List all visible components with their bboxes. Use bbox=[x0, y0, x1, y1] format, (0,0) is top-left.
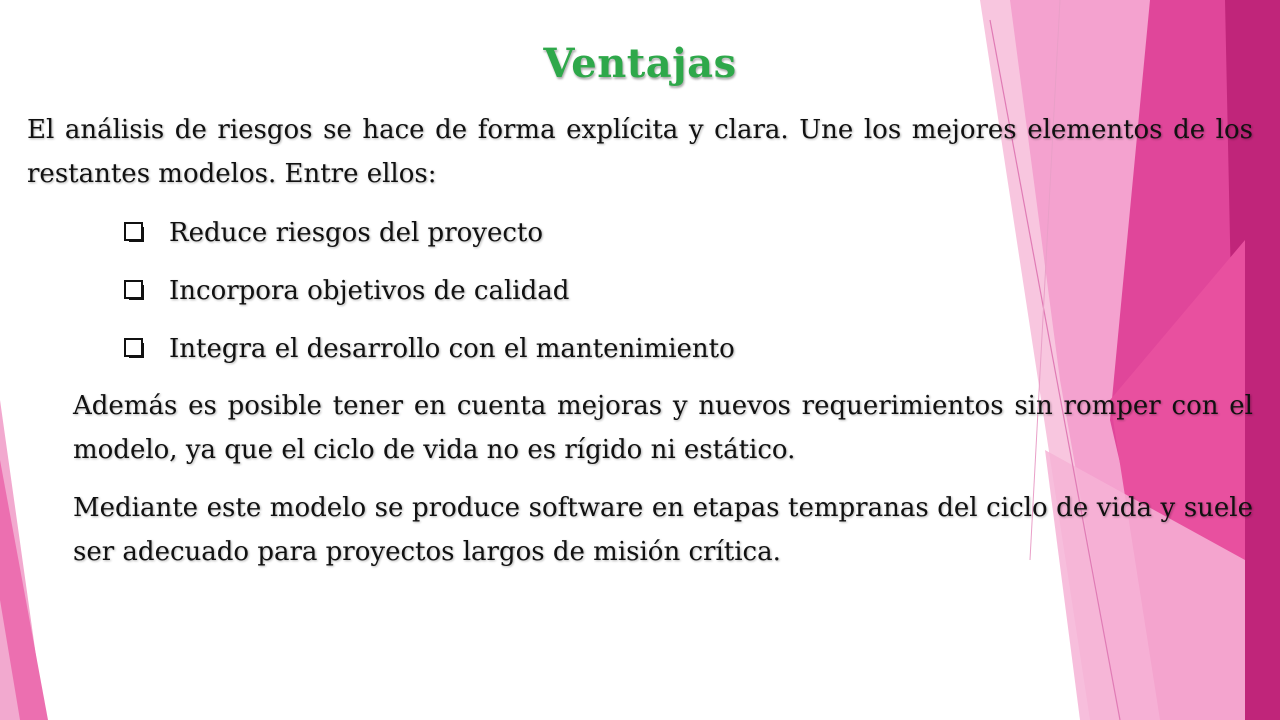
checkbox-bullet-icon bbox=[124, 338, 146, 360]
slide-body bbox=[27, 106, 1253, 574]
bullet-text: Reduce riesgos del proyecto bbox=[169, 218, 544, 248]
list-item bbox=[124, 204, 1253, 262]
list-item bbox=[124, 320, 1253, 378]
bullet-text: Incorpora objetivos de calidad bbox=[169, 276, 570, 306]
checkbox-bullet-icon bbox=[124, 280, 146, 302]
bullet-text: Integra el desarrollo con el mantenimiento bbox=[169, 334, 735, 364]
bullet-list bbox=[27, 204, 1253, 378]
paragraph-software-stages: Mediante este modelo se produce software en etapas tempranas del ciclo de vida y suele ser adecuado para proyectos largos de misión crítica. bbox=[73, 493, 1253, 567]
slide-title: Ventajas bbox=[543, 40, 737, 87]
paragraph-improvements: Además es posible tener en cuenta mejoras y nuevos requerimientos sin romper con el modelo, ya que el ciclo de vida no es rígido ni estático. bbox=[73, 391, 1253, 465]
intro-paragraph: El análisis de riesgos se hace de forma explícita y clara. Une los mejores elementos de los restantes modelos. Entre ellos: bbox=[27, 115, 1253, 189]
list-item bbox=[124, 262, 1253, 320]
checkbox-bullet-icon bbox=[124, 222, 146, 244]
